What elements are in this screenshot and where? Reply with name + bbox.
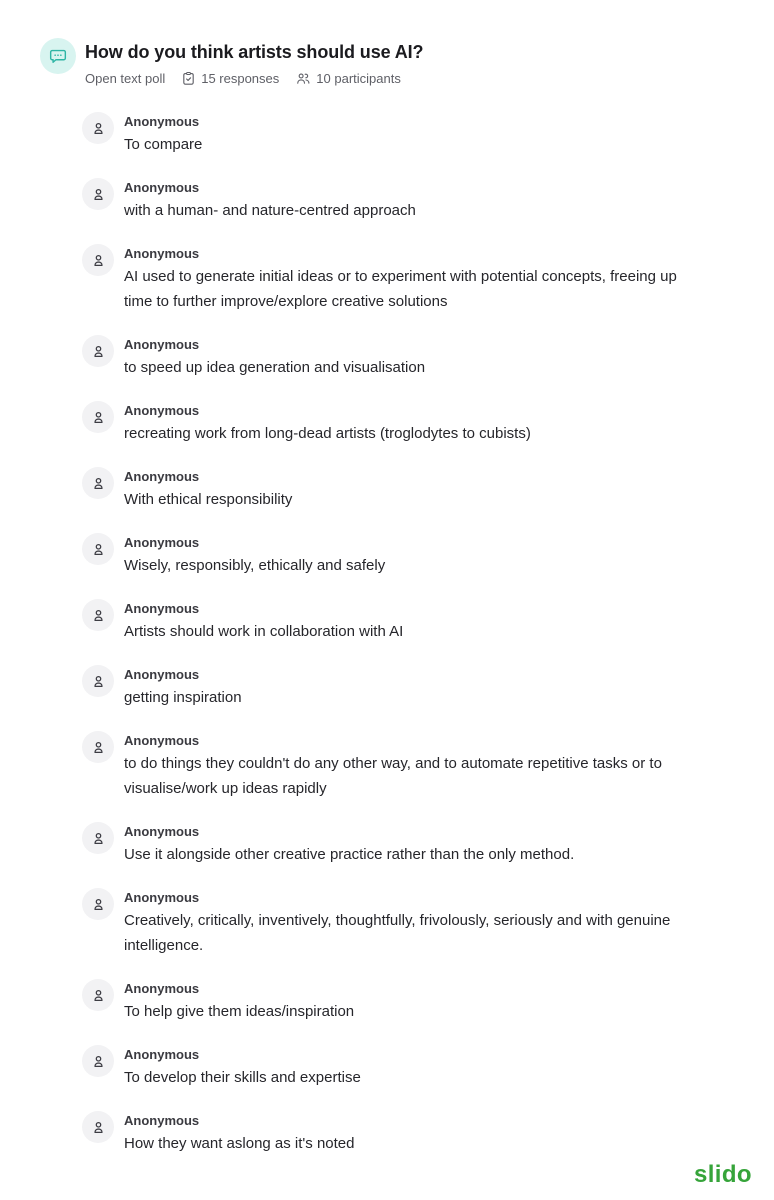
response-author: Anonymous (124, 981, 200, 996)
response-text: To help give them ideas/inspiration (124, 1003, 355, 1020)
people-icon (295, 71, 311, 86)
poll-meta-row (85, 71, 423, 86)
response-content (124, 244, 698, 314)
response-author: Anonymous (124, 337, 200, 352)
person-icon (90, 343, 107, 360)
response-text: With ethical responsibility (124, 491, 293, 508)
response-author: Anonymous (124, 114, 200, 129)
response-content (124, 1111, 355, 1156)
response-text: AI used to generate initial ideas or to experiment with potential concepts, freeing up time to further improve/explore creative solutions (124, 268, 677, 310)
response-text: How they want aslong as it's noted (124, 1135, 355, 1152)
person-icon (90, 607, 107, 624)
avatar (82, 533, 114, 565)
response-item (82, 888, 734, 958)
clipboard-check-icon (181, 71, 196, 86)
response-content (124, 731, 698, 801)
response-text: To develop their skills and expertise (124, 1069, 361, 1086)
chat-bubble-icon (48, 46, 68, 66)
response-author: Anonymous (124, 403, 200, 418)
person-icon (90, 252, 107, 269)
response-author: Anonymous (124, 733, 200, 748)
response-author: Anonymous (124, 246, 200, 261)
poll-header (40, 38, 734, 86)
responses-count-label: 15 responses (201, 71, 280, 86)
poll-type-label: Open text poll (85, 71, 166, 86)
avatar (82, 731, 114, 763)
person-icon (90, 1053, 107, 1070)
response-author: Anonymous (124, 535, 200, 550)
avatar (82, 335, 114, 367)
response-item (82, 1111, 734, 1156)
response-item (82, 244, 734, 314)
person-icon (90, 739, 107, 756)
response-item (82, 731, 734, 801)
person-icon (90, 1119, 107, 1136)
response-item (82, 533, 734, 578)
participants-count-label: 10 participants (316, 71, 401, 86)
participants-count (295, 71, 401, 86)
person-icon (90, 120, 107, 137)
avatar (82, 112, 114, 144)
poll-type (85, 71, 165, 86)
avatar (82, 467, 114, 499)
response-text: To compare (124, 136, 203, 153)
responses-count (181, 71, 279, 86)
response-item (82, 822, 734, 867)
person-icon (90, 896, 107, 913)
response-author: Anonymous (124, 824, 200, 839)
person-icon (90, 541, 107, 558)
response-author: Anonymous (124, 180, 200, 195)
response-text: Wisely, responsibly, ethically and safely (124, 557, 386, 574)
avatar (82, 888, 114, 920)
response-content (124, 1045, 361, 1090)
response-author: Anonymous (124, 601, 200, 616)
response-item (82, 112, 734, 157)
response-text: Use it alongside other creative practice rather than the only method. (124, 846, 575, 863)
slido-logo: slido (693, 1161, 752, 1188)
poll-header-text (85, 38, 423, 86)
response-content (124, 979, 354, 1024)
open-text-poll-badge (40, 38, 76, 74)
response-content (124, 533, 385, 578)
response-text: to speed up idea generation and visualisation (124, 359, 426, 376)
avatar (82, 1045, 114, 1077)
response-author: Anonymous (124, 890, 200, 905)
person-icon (90, 186, 107, 203)
response-author: Anonymous (124, 1047, 200, 1062)
avatar (82, 178, 114, 210)
response-content (124, 665, 242, 710)
response-item (82, 665, 734, 710)
response-text: Creatively, critically, inventively, thoughtfully, frivolously, seriously and with genuine intelligence. (124, 912, 671, 954)
response-item (82, 467, 734, 512)
response-text: getting inspiration (124, 689, 242, 706)
response-text: recreating work from long-dead artists (troglodytes to cubists) (124, 425, 531, 442)
responses-list (82, 112, 734, 1156)
response-item (82, 979, 734, 1024)
response-text: to do things they couldn't do any other way, and to automate repetitive tasks or to visualise/work up ideas rapidly (124, 755, 662, 797)
response-text: Artists should work in collaboration with AI (124, 623, 404, 640)
response-item (82, 1045, 734, 1090)
response-text: with a human- and nature-centred approach (124, 202, 416, 219)
avatar (82, 665, 114, 697)
poll-question-title: How do you think artists should use AI? (85, 42, 424, 62)
person-icon (90, 673, 107, 690)
response-content (124, 178, 416, 223)
response-content (124, 599, 403, 644)
avatar (82, 979, 114, 1011)
person-icon (90, 475, 107, 492)
response-author: Anonymous (124, 1113, 200, 1128)
person-icon (90, 987, 107, 1004)
avatar (82, 822, 114, 854)
response-author: Anonymous (124, 667, 200, 682)
response-item (82, 335, 734, 380)
avatar (82, 244, 114, 276)
response-content (124, 112, 202, 157)
response-content (124, 467, 292, 512)
avatar (82, 401, 114, 433)
response-item (82, 401, 734, 446)
avatar (82, 599, 114, 631)
response-content (124, 401, 531, 446)
person-icon (90, 409, 107, 426)
person-icon (90, 830, 107, 847)
response-item (82, 178, 734, 223)
response-content (124, 822, 574, 867)
response-content (124, 335, 425, 380)
response-item (82, 599, 734, 644)
avatar (82, 1111, 114, 1143)
response-content (124, 888, 698, 958)
response-author: Anonymous (124, 469, 200, 484)
